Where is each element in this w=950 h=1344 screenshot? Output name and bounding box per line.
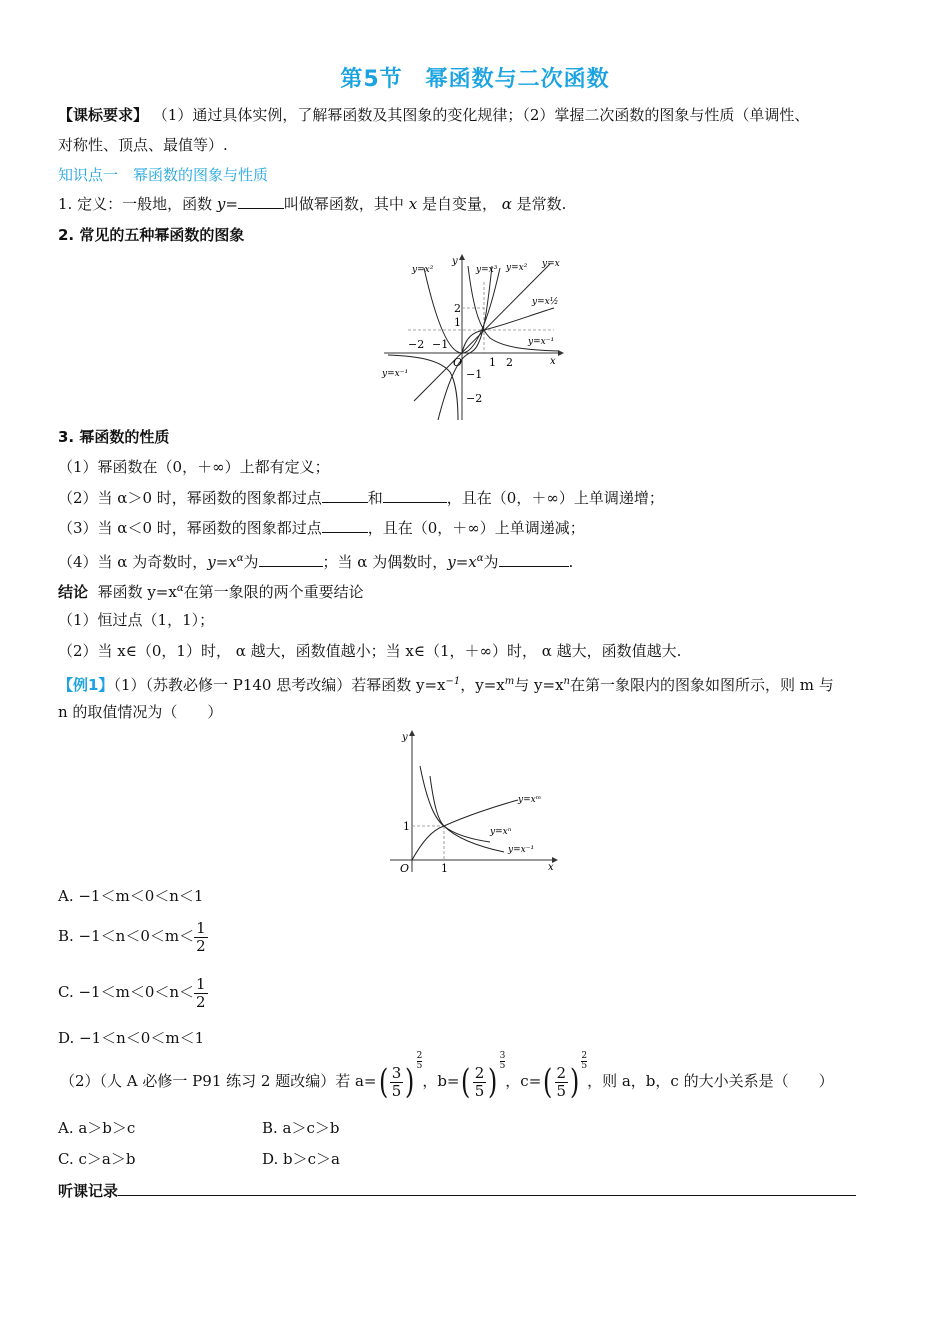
graph1-x-arrow: [558, 350, 564, 356]
notes-underline[interactable]: [118, 1179, 856, 1196]
example1-graph: [386, 726, 562, 876]
example1-q1d: 在第一象限内的图象如图所示，则 m 与: [570, 676, 834, 694]
example1-option-b-frac: [194, 920, 208, 955]
graph1-label-inv2: y=x⁻¹: [382, 369, 409, 379]
definition-alpha: α: [501, 195, 512, 213]
example1-label: 【例1】: [58, 676, 114, 694]
example1-option-b: [58, 914, 208, 958]
course-requirement-line2: [58, 134, 228, 156]
graph2-label-xinv: y=x⁻¹: [508, 845, 535, 855]
common-five-heading: 2. 常见的五种幂函数的图象: [58, 226, 245, 244]
graph1-label-x3: y=x³: [476, 265, 498, 275]
graph2-curve-xinv: [420, 766, 504, 852]
fa-exp-num: 2: [416, 1051, 423, 1061]
graph1-y-arrow: [459, 254, 465, 260]
property-2-b: 和: [367, 489, 383, 507]
power-functions-graph: [378, 252, 574, 424]
graph2-y-arrow: [409, 730, 415, 736]
property-3-a: （3）当 α＜0 时，幂函数的图象都过点: [58, 519, 322, 537]
graph1-label-x: y=x: [542, 259, 560, 269]
property-4-b: 为: [243, 553, 259, 571]
graph1-tick-2: 2: [506, 356, 513, 369]
example1-option2-c: C. c＞a＞b: [58, 1150, 136, 1168]
fc-den: 5: [556, 1081, 567, 1100]
example1-option-c-text: C. −1＜m＜0＜n＜: [58, 983, 195, 1001]
property-2-a: （2）当 α＞0 时，幂函数的图象都过点: [58, 489, 322, 507]
property-4-blank2: [499, 552, 569, 567]
definition-post3: 是常数.: [511, 195, 567, 213]
example1-option-c: [58, 970, 208, 1014]
conclusion-2: （2）当 x∈（0，1）时， α 越大，函数值越小；当 x∈（1，＋∞）时， α 越大，函数值越大.: [58, 642, 682, 660]
property-2: [58, 487, 664, 509]
example1-option2-a: A. a＞b＞c: [58, 1119, 136, 1137]
property-4-a: （4）当 α 为奇数时，: [58, 553, 208, 571]
graph1-ytick-1: 1: [454, 316, 461, 329]
fc-exp-num: 2: [581, 1051, 588, 1061]
example1-option-a: A. −1＜m＜0＜n＜1: [58, 887, 204, 905]
course-requirement-text2: 对称性、顶点、最值等）.: [58, 136, 228, 154]
page-title: 第5节 幂函数与二次函数: [340, 67, 610, 92]
half-num-c: 1: [196, 974, 206, 993]
graph2-origin: O: [400, 862, 410, 875]
graph1-label-x2b: y=x²: [506, 263, 528, 273]
conclusion-heading: 结论 幂函数 $y=x^\alpha$在第一象限的两个重要结论: [58, 583, 364, 601]
example1-option-c-frac: [194, 976, 208, 1011]
example1-q1a: （1）（苏教必修一 P140 思考改编）若幂函数 y=x: [113, 676, 446, 694]
half-den-c: 2: [196, 992, 206, 1011]
graph1-tick-1: 1: [489, 356, 496, 369]
example1-question2: （2）（人 A 必修一 P91 练习 2 题改编）若 a=( $\frac{3}{5}$ ) $\frac{2}{5}$ ，b=( $\frac{2}{5}$ ) $\frac{3}{5}$ ，c=( $\frac{2}{5}$ ) $\frac{2}{5}$ ，则 a，b，c 的大小关系是（ ）: [60, 1051, 834, 1102]
example1-option2-b: B. a＞c＞b: [262, 1119, 340, 1137]
example1-option-d: D. −1＜n＜0＜m＜1: [58, 1029, 205, 1047]
property-4: （4）当 α 为奇数时，$y=x^\alpha$为 ；当 α 为偶数时，$y=x^\alpha$为 .: [58, 553, 574, 571]
property-1: （1）幂函数在（0，＋∞）上都有定义；: [58, 458, 330, 476]
course-requirement-line1: [58, 104, 809, 126]
property-4-blank1: [259, 552, 323, 567]
course-requirement-label: 【课标要求】: [58, 106, 149, 124]
definition-x: x: [408, 195, 418, 213]
fb-num: 2: [474, 1063, 485, 1082]
graph1-y-label: y: [452, 256, 458, 267]
course-requirement-text1: （1）通过具体实例，了解幂函数及其图象的变化规律；（2）掌握二次函数的图象与性质（单调性、: [152, 106, 810, 124]
definition-pre: 1. 定义：一般地，函数: [58, 195, 217, 213]
graph2-curve-xn: [430, 776, 490, 842]
property-4-e: .: [568, 553, 574, 571]
property-2-c: ，且在（0，＋∞）上单调递增；: [446, 489, 664, 507]
fa-den: 5: [391, 1081, 402, 1100]
fb-exp-num: 3: [499, 1051, 506, 1061]
property-4-d: 为: [483, 553, 499, 571]
fa-exp-den: 5: [416, 1061, 423, 1071]
definition-post: 叫做幂函数，其中: [283, 195, 409, 213]
property-2-blank1: [322, 488, 368, 503]
property-2-blank2: [383, 488, 447, 503]
half-num-b: 1: [196, 918, 206, 937]
fc-exp-den: 5: [581, 1061, 588, 1071]
graph1-ytick-2: 2: [454, 302, 461, 315]
example1-option2-d: D. b＞c＞a: [262, 1150, 340, 1168]
property-3-b: ，且在（0，＋∞）上单调递减；: [367, 519, 585, 537]
conclusion-label: 结论: [58, 583, 89, 601]
example1-question1-line1: 【例1】（1）（苏教必修一 P140 思考改编）若幂函数 $y=x^{-1}$，$y=x^m$与 $y=x^n$在第一象限内的图象如图所示，则 m 与: [58, 676, 834, 694]
definition-blank: [238, 194, 284, 209]
conclusion-text2: 在第一象限的两个重要结论: [183, 583, 364, 601]
notes-line: [58, 1179, 856, 1202]
conclusion-1: （1）恒过点（1，1）；: [58, 611, 215, 629]
graph2-ytick-1: 1: [403, 820, 410, 833]
definition-eq: =: [225, 195, 238, 213]
conclusion-text: 幂函数 y=x: [97, 583, 177, 601]
graph2-y-label: y: [402, 732, 408, 743]
graph2-label-xm: y=xᵐ: [518, 795, 542, 805]
fb-den: 5: [474, 1081, 485, 1100]
graph2-label-xn: y=xⁿ: [490, 827, 512, 837]
graph2-xtick-1: 1: [441, 862, 448, 875]
graph1-label-inv1: y=x⁻¹: [528, 337, 555, 347]
graph2-x-label: x: [548, 862, 554, 873]
graph1-origin: O: [453, 356, 463, 369]
definition-line: [58, 193, 566, 215]
graph1-tick-neg1: −1: [432, 338, 449, 351]
half-den-b: 2: [196, 936, 206, 955]
graph1-ytick-neg1: −1: [466, 368, 483, 381]
properties-heading: 3. 幂函数的性质: [58, 428, 170, 446]
fa-num: 3: [391, 1063, 402, 1082]
example1-q1b: ，y=x: [460, 676, 505, 694]
definition-post2: 是自变量，: [417, 195, 502, 213]
graph1-tick-neg2: −2: [408, 338, 425, 351]
graph1-ytick-neg2: −2: [466, 392, 483, 405]
fb-exp-den: 5: [499, 1061, 506, 1071]
knowledge-point-1-heading: 知识点一 幂函数的图象与性质: [58, 166, 269, 184]
property-3: [58, 517, 585, 539]
property-3-blank: [322, 518, 368, 533]
example1-q1c: 与 y=x: [514, 676, 564, 694]
example1-q2c: ，c=: [505, 1072, 542, 1090]
graph1-label-x2a: y=x²: [412, 265, 434, 275]
definition-y: y: [216, 195, 226, 213]
example1-option-b-text: B. −1＜n＜0＜m＜: [58, 927, 195, 945]
example1-q2a: （2）（人 A 必修一 P91 练习 2 题改编）若 a=: [60, 1072, 377, 1090]
fc-num: 2: [556, 1063, 567, 1082]
notes-label: 听课记录: [58, 1182, 119, 1200]
graph1-x-label: x: [550, 356, 556, 367]
example1-q2d: ，则 a，b，c 的大小关系是（ ）: [587, 1072, 834, 1090]
example1-question1-line2: n 的取值情况为（ ）: [58, 703, 223, 721]
example1-q2b: ，b=: [422, 1072, 460, 1090]
property-4-c: ；当 α 为偶数时，: [322, 553, 448, 571]
graph1-label-sqrt: y=x½: [532, 297, 559, 307]
